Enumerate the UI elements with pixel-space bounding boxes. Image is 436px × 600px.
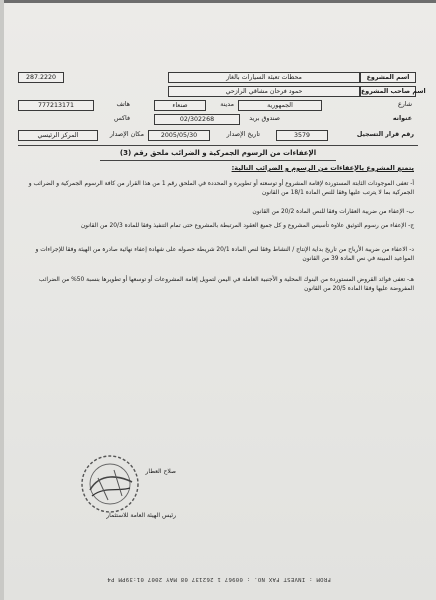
signature-title: رئيس الهيئة العامة للاستثمار [106,512,176,519]
issue-date-label: تاريخ الإصدار [226,131,260,138]
fax-value: 02/302268 [154,114,240,125]
project-name-value: محطات تعبئة السيارات بالغاز [168,72,360,83]
exemption-paragraph-4: د- الاعفاء من ضريبة الأرباح من تاريخ بداية الإنتاج / النشاط وفقا لنص المادة 20/1 شريطة حصوله على شهادة إعفاء نهائية صادرة من الهيئة وفقا للإجراءات و المواعيد المبينة في نص المادة 39 من القانون [35,247,414,262]
address-row-2 [18,114,418,124]
phone-value: 777213171 [18,100,94,111]
fax-label: فاكس [114,115,130,122]
issue-place-label: مكان الإصدار [109,131,144,138]
owner-value: حمود فرحان مشاقي الرازحي [168,86,360,97]
document-subtitle: يتمتع المشروع بالإعفاءات من الرسوم و الضرائب التالية: [231,164,414,172]
exemption-paragraph-3: ج- الإعفاء من رسوم التوثيق علاوة تأسيس المشروع و كل جميع العقود المرتبطة بالمشروع حتى تمام التنفيذ وفقا للمادة 20/3 من القانون [80,223,414,229]
project-id: 287.2220 [18,72,64,83]
scan-top-edge [0,0,436,3]
registration-label: رقم قرار التسجيل [356,131,414,138]
pobox-label: صندوق بريد [249,115,280,122]
city-value: الجمهورية [238,100,322,111]
city2-value: صنعاء [154,100,206,111]
registration-value: 3579 [276,130,328,141]
address-label: عنوانه [392,115,412,122]
owner-label: اسم صاحب المشروع [361,88,426,95]
fax-footer: FROM : INVEST FAX NO. : 00967 1 262137 08 MAY 2007 01:39PM P4 [107,576,331,582]
owner-row [18,86,426,96]
document-title: الإعفاءات من الرسوم الجمركية و الضرائب ملحق رقم (3) [119,149,317,157]
scan-left-edge [0,0,4,600]
issue-place-value: المركز الرئيسي [18,130,98,141]
project-name-label: اسم المشروع [360,72,416,83]
registration-row [18,130,418,140]
section-rule [18,145,418,146]
address-row-1 [18,100,418,110]
street-label: شارع [398,101,412,108]
exemption-paragraph-5: هـ- تعفى فوائد القروض المستوردة من البنوك المحلية و الأجنبية العاملة في اليمن لتمويل إقامة المشروعات أو توسعها أو تطويرها بنسبة 50% من الضرائب المفروضة عليها وفقا المادة 20/5 من القانون [38,277,414,292]
official-stamp-icon [78,452,142,516]
title-underline [100,160,336,161]
city-label: مدينة [220,101,234,108]
signature-name: صلاح العطار [145,468,176,475]
exemption-paragraph-2: ب- الإعفاء من ضريبة العقارات وفقا للنص المادة 20/2 من القانون [252,209,414,215]
phone-label: هاتف [116,101,130,108]
exemption-paragraph-1: أ- تعفى الموجودات الثابتة المستوردة لإقامة المشروع أو توسعته أو تطويره و المحددة في الملحق رقم 1 من هذا القرار من كافة الرسوم الجمركية و الضرائب و الجمركية بما لا يترتب عليها وفقا للنص المادة 18/1 من القانون [28,181,414,196]
project-name-row [18,72,418,82]
issue-date-value: 2005/05/30 [148,130,210,141]
